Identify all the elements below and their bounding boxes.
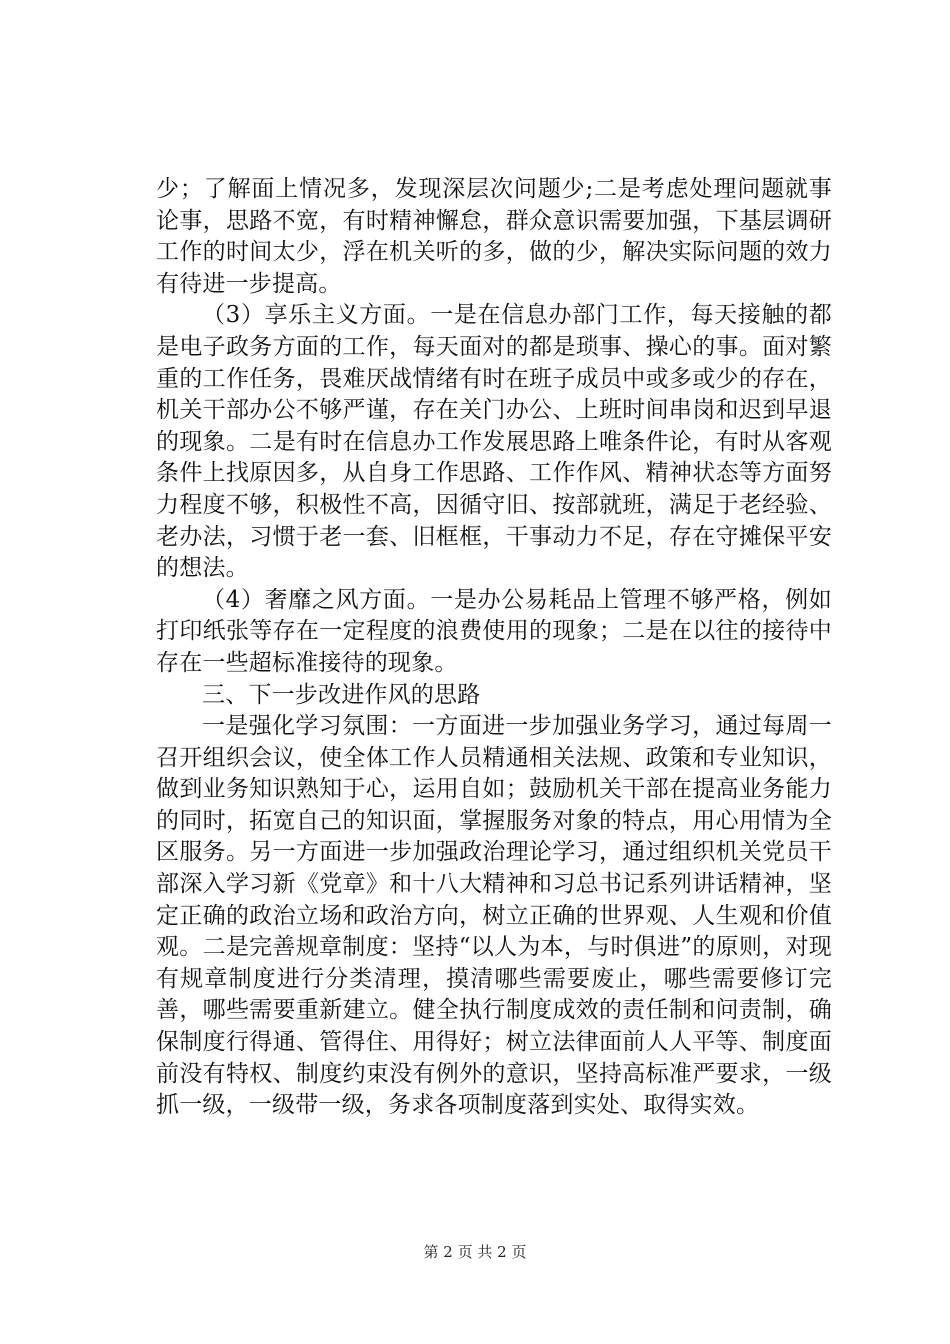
document-body [156, 174, 832, 1122]
paragraph-continuation: 少；了解面上情况多，发现深层次问题少;二是考虑处理问题就事论事，思路不宽，有时精神懈怠，群众意识需要加强，下基层调研工作的时间太少，浮在机关听的多，做的少，解决实际问题的效力有待进一步提高。 [156, 176, 832, 297]
paragraph-improvements: 一是强化学习氛围：一方面进一步加强业务学习，通过每周一召开组织会议，使全体工作人员精通相关法规、政策和专业知识，做到业务知识熟知于心，运用自如；鼓励机关干部在提高业务能力的同时，拓宽自己的知识面，掌握服务对象的特点，用心用情为全区服务。另一方面进一步加强政治理论学习，通过组织机关党员干部深入学习新《党章》和十八大精神和习总书记系列讲话精神，坚定正确的政治立场和政治方向，树立正确的世界观、人生观和价值观。二是完善规章制度：坚持“以人为本，与时俱进”的原则，对现有规章制度进行分类清理，摸清哪些需要废止，哪些需要修订完善，哪些需要重新建立。健全执行制度成效的责任制和问责制，确保制度行得通、管得住、用得好；树立法律面前人人平等、制度面前没有特权、制度约束没有例外的意识，坚持高标准严要求，一级抓一级，一级带一级，务求各项制度落到实处、取得实效。 [156, 713, 832, 1119]
paragraph-hedonism: （3）享乐主义方面。一是在信息办部门工作，每天接触的都是电子政务方面的工作，每天面对的都是琐事、操心的事。面对繁重的工作任务，畏难厌战情绪有时在班子成员中或多或少的存在，机关干部办公不够严谨，存在关门办公、上班时间串岗和迟到早退的现象。二是有时在信息办工作发展思路上唯条件论，有时从客观条件上找原因多，从自身工作思路、工作作风、精神状态等方面努力程度不够，积极性不高，因循守旧、按部就班，满足于老经验、老办法，习惯于老一套、旧框框，干事动力不足，存在守摊保平安的想法。 [156, 302, 832, 582]
section-heading: 三、下一步改进作风的思路 [202, 681, 481, 708]
paragraph-extravagance: （4）奢靡之风方面。一是办公易耗品上管理不够严格，例如打印纸张等存在一定程度的浪费使用的现象；二是在以往的接待中存在一些超标准接待的现象。 [156, 586, 832, 676]
page-footer: 第 2 页 共 2 页 [423, 1243, 527, 1261]
